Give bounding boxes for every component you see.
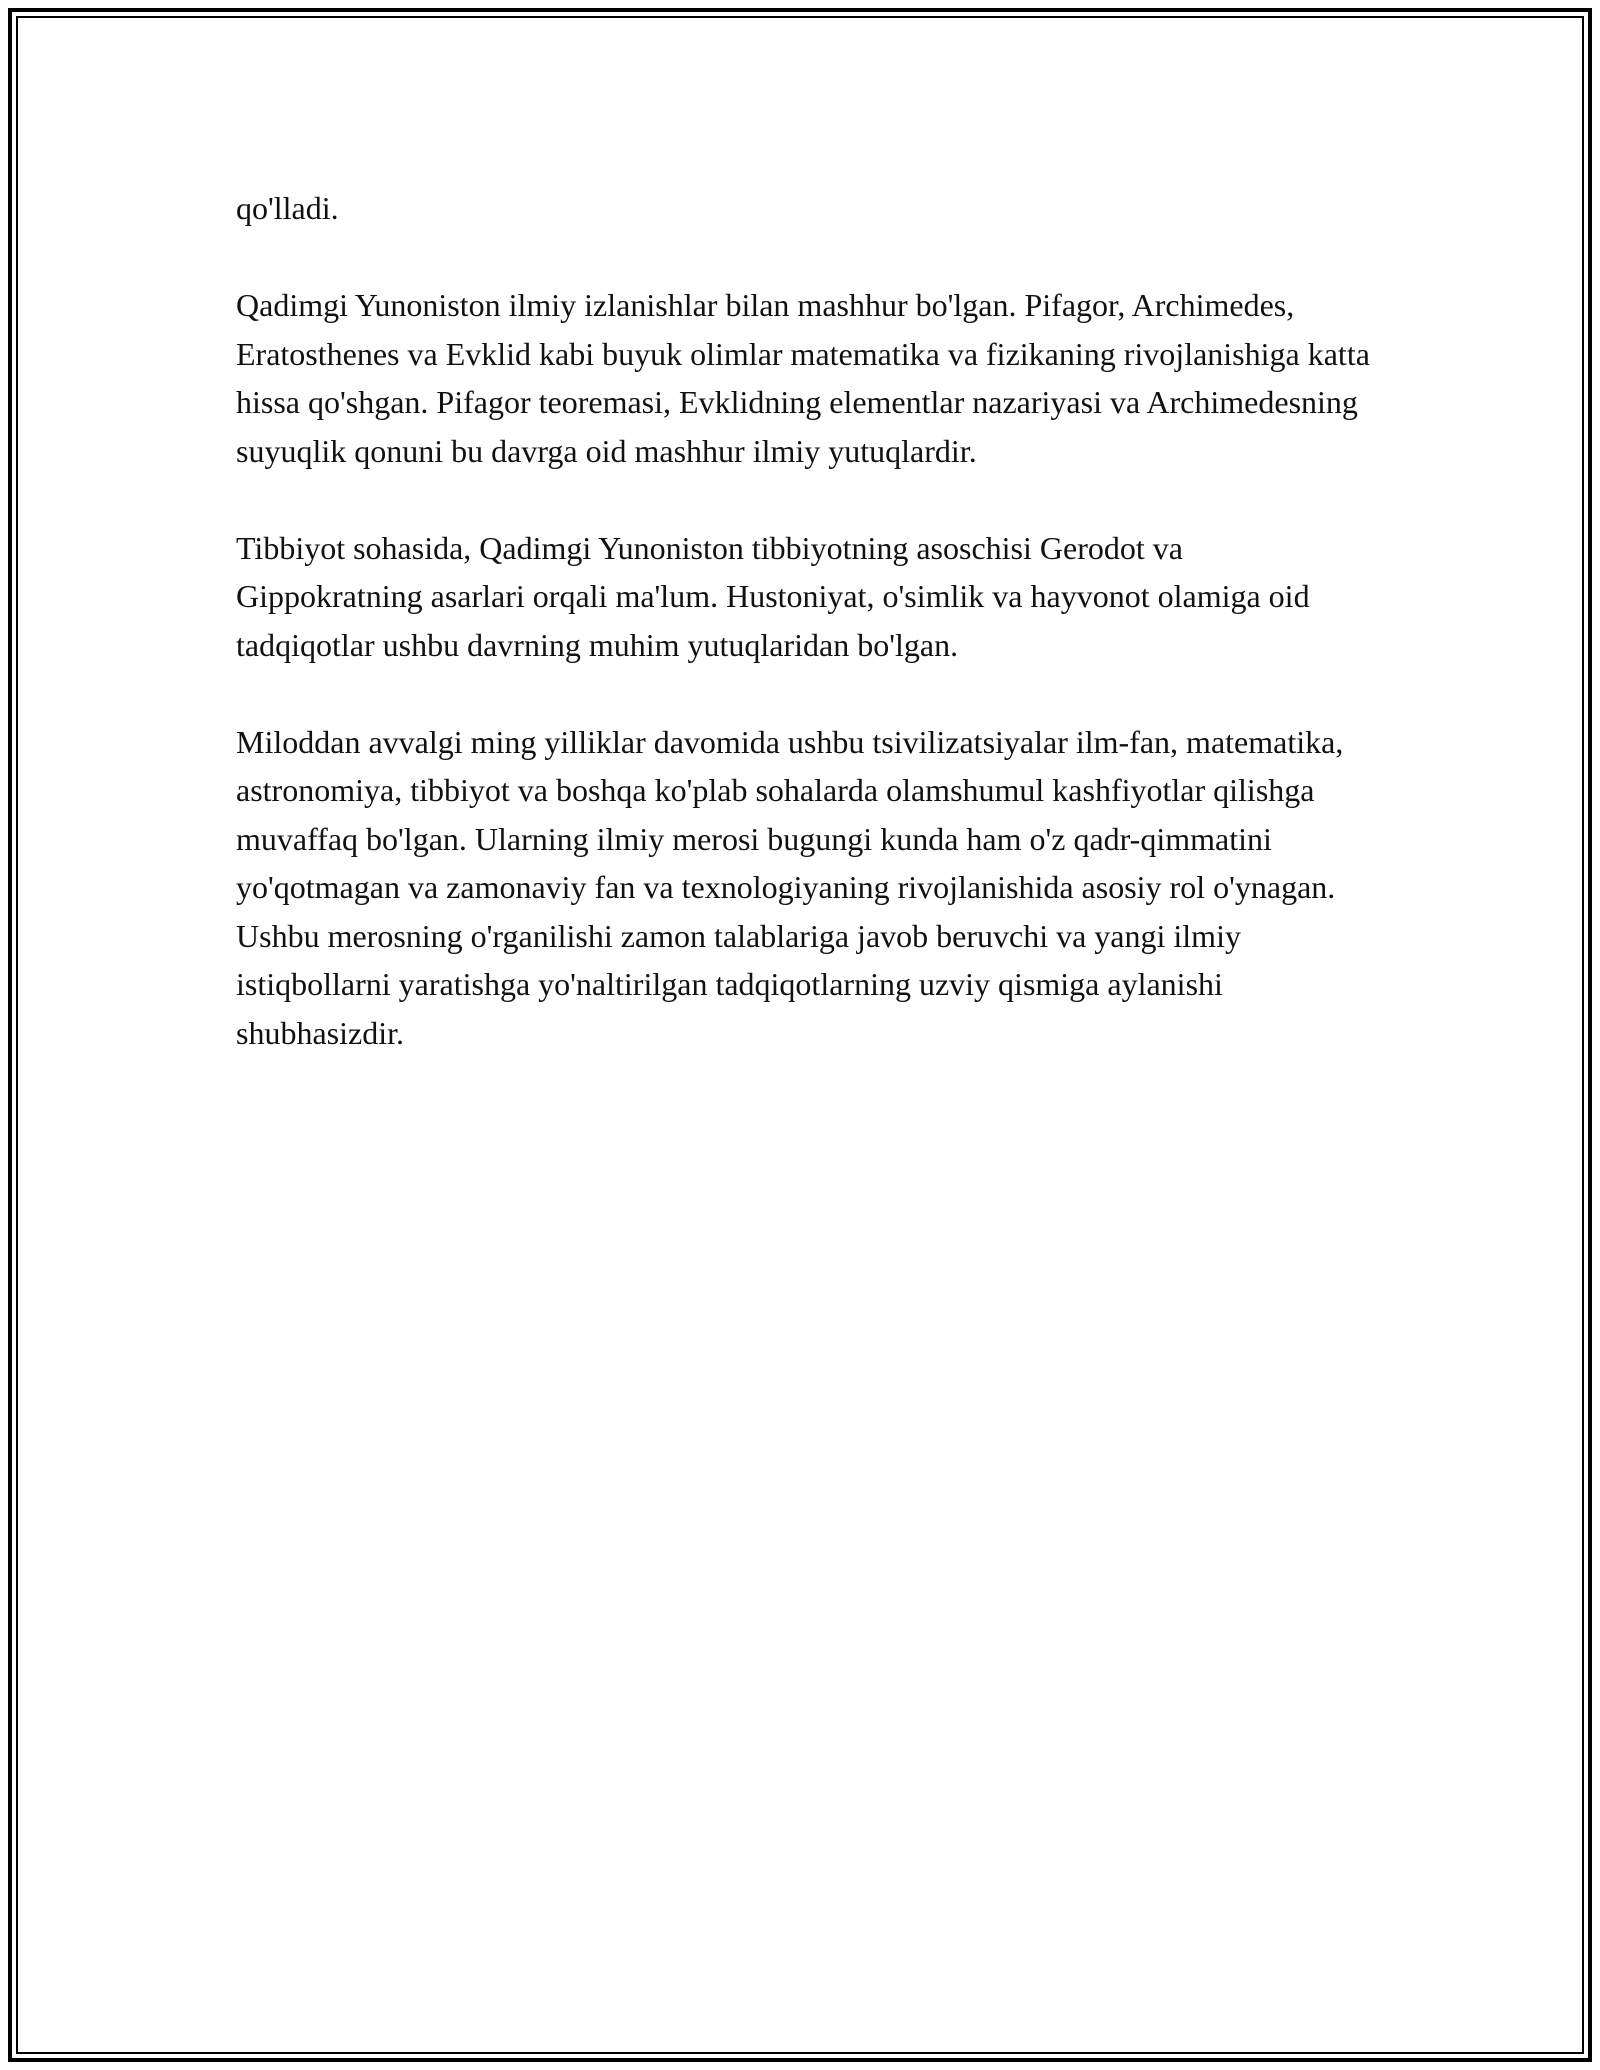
paragraph-3: Tibbiyot sohasida, Qadimgi Yunoniston tibbiyotning asoschisi Gerodot va Gippokratning asarlari orqali ma'lum. Hustoniyat, o'simlik va hayvonot olamiga oid tadqiqotlar ushbu davrning muhim yutuqlaridan bo'lgan. <box>236 529 1310 663</box>
paragraph-1: qo'lladi. <box>236 190 339 226</box>
paragraph-2: Qadimgi Yunoniston ilmiy izlanishlar bilan mashhur bo'lgan. Pifagor, Archimedes, Eratosthenes va Evklid kabi buyuk olimlar matematika va fizikaning rivojlanishiga katta hissa qo'shgan. Pifagor teoremasi, Evklidning elementlar nazariyasi va Archimedesning suyuqlik qonuni bu davrga oid mashhur ilmiy yutuqlardir. <box>236 287 1370 469</box>
document-body <box>236 184 1376 1106</box>
paragraph-4: Miloddan avvalgi ming yilliklar davomida ushbu tsivilizatsiyalar ilm-fan, matematika, astronomiya, tibbiyot va boshqa ko'plab sohalarda olamshumul kashfiyotlar qilishga muvaffaq bo'lgan. Ularning ilmiy merosi bugungi kunda ham o'z qadr-qimmatini yo'qotmagan va zamonaviy fan va texnologiyaning rivojlanishida asosiy rol o'ynagan. Ushbu merosning o'rganilishi zamon talablariga javob beruvchi va yangi ilmiy istiqbollarni yaratishga yo'naltirilgan tadqiqotlarning uzviy qismiga aylanishi shubhasizdir. <box>236 723 1344 1051</box>
